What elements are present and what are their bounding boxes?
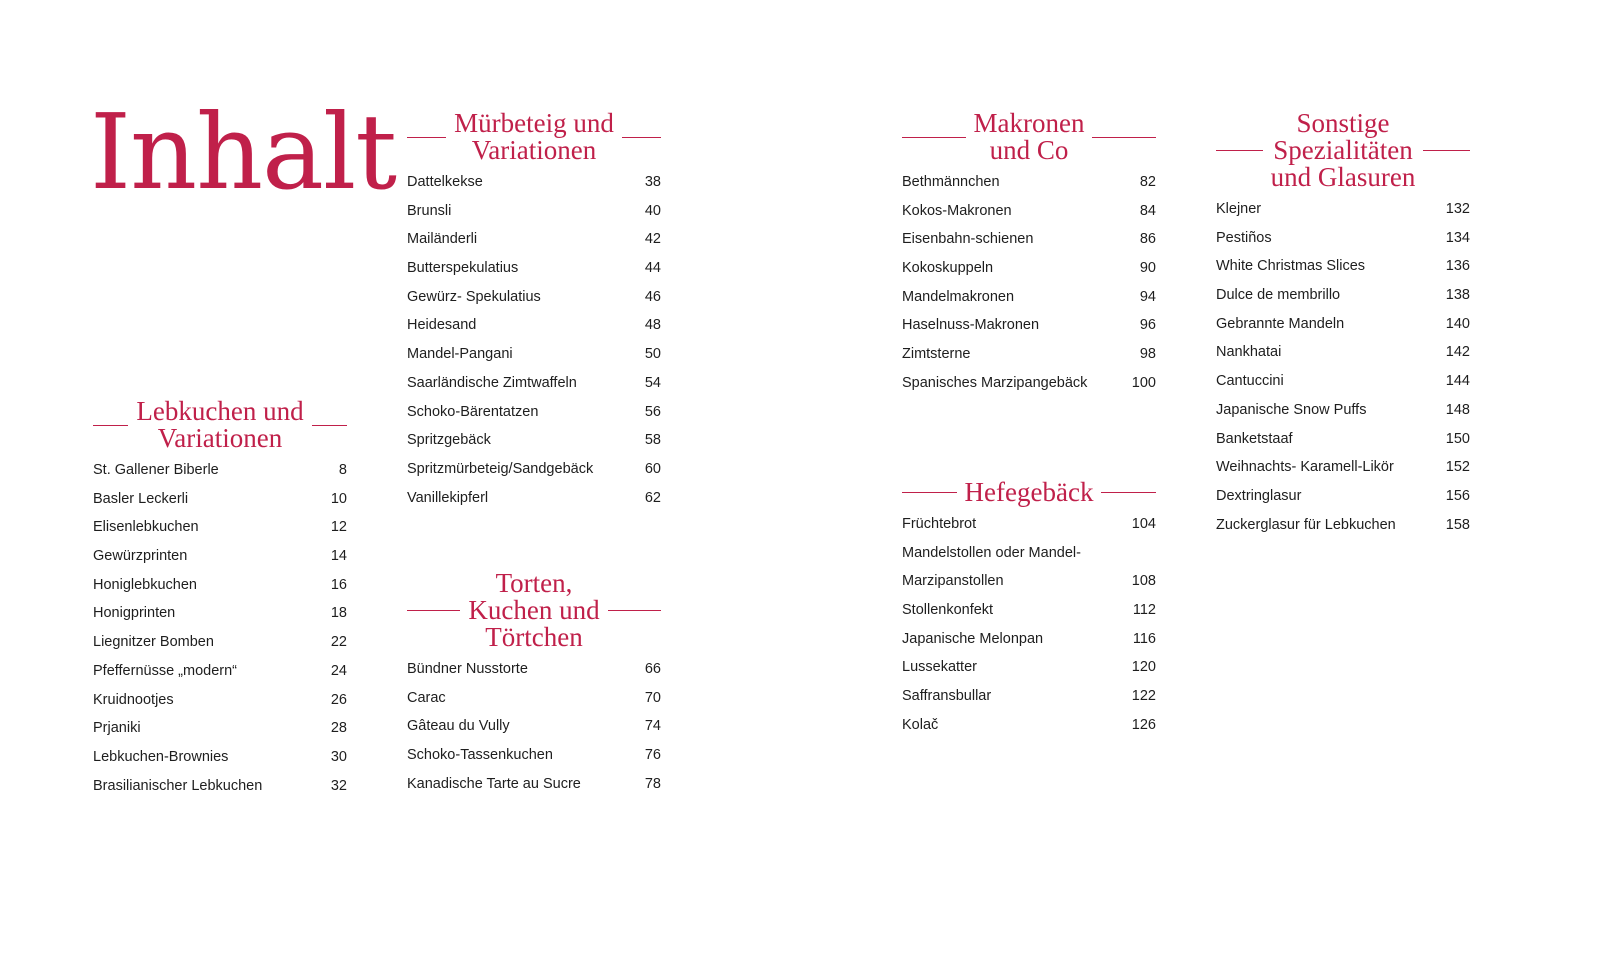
toc-entry (407, 690, 661, 719)
entry-title: Klejner (1216, 201, 1262, 217)
toc-entry (902, 545, 1156, 574)
entry-title: Cantuccini (1216, 373, 1284, 390)
entry-page-number: 14 (330, 548, 347, 565)
entry-page-number: 30 (330, 748, 347, 765)
section-heading: Sonstige Spezialitäten und Glasuren (1270, 108, 1416, 192)
entry-page-number: 138 (1445, 287, 1470, 304)
section-heading: Mürbeteig und Variationen (454, 108, 614, 165)
heading-rule (1423, 150, 1470, 151)
toc-entry (93, 692, 347, 721)
toc-entry (93, 462, 347, 491)
toc-entry (902, 659, 1156, 688)
entry-page-number: 100 (1131, 374, 1156, 391)
entry-page-number: 152 (1445, 459, 1470, 476)
entry-list (407, 174, 661, 518)
entry-page-number: 12 (330, 519, 347, 536)
section-torten (407, 570, 661, 804)
toc-entry (93, 519, 347, 548)
toc-entry (407, 747, 661, 776)
toc-entry (1216, 373, 1470, 402)
entry-page-number: 82 (1139, 174, 1156, 190)
entry-page-number: 94 (1139, 288, 1156, 305)
entry-page-number: 150 (1445, 430, 1470, 447)
entry-title: Elisenlebkuchen (93, 519, 199, 536)
heading-rule (1216, 150, 1263, 151)
toc-entry (407, 718, 661, 747)
toc-entry (902, 289, 1156, 318)
entry-page-number: 126 (1131, 716, 1156, 733)
toc-entry (93, 720, 347, 749)
section-lebkuchen (93, 398, 347, 806)
toc-entry (1216, 517, 1470, 546)
heading-rule (1101, 492, 1156, 493)
toc-entry (407, 231, 661, 260)
toc-entry (407, 289, 661, 318)
entry-page-number: 38 (644, 174, 661, 190)
entry-title: Vanillekipferl (407, 489, 489, 506)
toc-entry (93, 577, 347, 606)
entry-title: Kokos-Makronen (902, 202, 1012, 219)
entry-title: Spritzgebäck (407, 432, 491, 449)
section-heading-row (93, 398, 347, 452)
toc-entry (1216, 258, 1470, 287)
entry-page-number: 78 (644, 775, 661, 792)
entry-page-number: 104 (1131, 516, 1156, 532)
section-heading-row (407, 110, 661, 164)
toc-entry (902, 174, 1156, 203)
section-heading: Hefegebäck (964, 477, 1094, 507)
toc-entry (93, 548, 347, 577)
toc-entry (407, 661, 661, 690)
toc-entry (93, 491, 347, 520)
toc-entry (407, 461, 661, 490)
entry-title: Weihnachts- Karamell-Likör (1216, 459, 1394, 476)
toc-entry (93, 778, 347, 807)
entry-title: St. Gallener Biberle (93, 462, 219, 478)
entry-title: Basler Leckerli (93, 490, 189, 507)
toc-entry (902, 260, 1156, 289)
toc-entry (1216, 431, 1470, 460)
page-title: Inhalt (90, 91, 397, 213)
entry-title: Dulce de membrillo (1216, 287, 1341, 304)
toc-entry (1216, 402, 1470, 431)
entry-title: Gewürzprinten (93, 548, 188, 565)
entry-page-number: 32 (330, 777, 347, 794)
section-sonstige (1216, 110, 1470, 545)
toc-entry (902, 203, 1156, 232)
entry-page-number: 18 (330, 605, 347, 622)
entry-list (902, 516, 1156, 746)
entry-page-number: 98 (1139, 346, 1156, 363)
entry-title: Brasilianischer Lebkuchen (93, 777, 263, 794)
entry-title: Pestiños (1216, 229, 1272, 246)
entry-title: Eisenbahn-schienen (902, 231, 1034, 248)
entry-title: Stollenkonfekt (902, 602, 994, 619)
toc-entry (407, 776, 661, 805)
heading-rule (93, 425, 128, 426)
entry-page-number: 90 (1139, 260, 1156, 277)
entry-list (1216, 201, 1470, 545)
toc-entry (902, 375, 1156, 404)
entry-page-number: 158 (1445, 516, 1470, 533)
toc-entry (407, 375, 661, 404)
entry-list (93, 462, 347, 806)
toc-entry (407, 260, 661, 289)
entry-title: Spanisches Marzipangebäck (902, 374, 1088, 391)
entry-title: Lebkuchen-Brownies (93, 748, 229, 765)
heading-rule (407, 137, 446, 138)
entry-title: Mailänderli (407, 231, 478, 248)
heading-rule (902, 492, 957, 493)
section-heading-row (407, 570, 661, 651)
entry-page-number: 136 (1445, 258, 1470, 275)
entry-page-number: 108 (1131, 573, 1156, 590)
heading-rule (312, 425, 347, 426)
entry-title: Früchtebrot (902, 516, 977, 532)
entry-page-number: 54 (644, 374, 661, 391)
section-hefegebaeck (902, 479, 1156, 746)
toc-entry (1216, 488, 1470, 517)
entry-page-number: 132 (1445, 201, 1470, 217)
toc-entry (1216, 459, 1470, 488)
entry-page-number: 96 (1139, 317, 1156, 334)
section-muerbeteig (407, 110, 661, 518)
entry-title: Japanische Melonpan (902, 630, 1044, 647)
section-heading-row (902, 479, 1156, 506)
toc-entry (93, 605, 347, 634)
toc-entry (1216, 230, 1470, 259)
entry-page-number: 60 (644, 460, 661, 477)
toc-entry (902, 346, 1156, 375)
entry-page-number: 84 (1139, 202, 1156, 219)
entry-title: Liegnitzer Bomben (93, 634, 214, 651)
entry-page-number: 156 (1445, 487, 1470, 504)
entry-title: Kolač (902, 716, 939, 733)
heading-rule (1092, 137, 1156, 138)
entry-title: Schoko-Bärentatzen (407, 403, 539, 420)
heading-rule (407, 610, 460, 611)
toc-entry (93, 663, 347, 692)
toc-entry (902, 631, 1156, 660)
entry-title: Brunsli (407, 202, 452, 219)
entry-page-number: 16 (330, 576, 347, 593)
entry-title: Saffransbullar (902, 688, 992, 705)
entry-title: Gewürz- Spekulatius (407, 288, 541, 305)
entry-page-number: 24 (330, 662, 347, 679)
toc-entry (407, 203, 661, 232)
entry-title: Saarländische Zimtwaffeln (407, 374, 577, 391)
toc-entry (1216, 344, 1470, 373)
section-heading-row (902, 110, 1156, 164)
toc-entry (902, 573, 1156, 602)
heading-rule (622, 137, 661, 138)
entry-page-number: 122 (1131, 688, 1156, 705)
entry-title: Gâteau du Vully (407, 718, 510, 735)
toc-entry (902, 602, 1156, 631)
entry-page-number: 10 (330, 490, 347, 507)
entry-page-number: 56 (644, 403, 661, 420)
section-heading: Makronen und Co (973, 108, 1085, 165)
entry-title: Kanadische Tarte au Sucre (407, 775, 581, 792)
heading-rule (902, 137, 966, 138)
entry-page-number: 58 (644, 432, 661, 449)
toc-entry (407, 432, 661, 461)
entry-title: Nankhatai (1216, 344, 1282, 361)
entry-page-number: 40 (644, 202, 661, 219)
toc-entry (1216, 316, 1470, 345)
entry-title: Zuckerglasur für Lebkuchen (1216, 516, 1396, 533)
toc-entry (407, 317, 661, 346)
toc-entry (902, 688, 1156, 717)
entry-page-number: 76 (644, 747, 661, 764)
toc-entry (902, 516, 1156, 545)
toc-entry (1216, 201, 1470, 230)
entry-title: Kruidnootjes (93, 691, 174, 708)
section-heading-row (1216, 110, 1470, 191)
entry-title: White Christmas Slices (1216, 258, 1366, 275)
entry-title: Haselnuss-Makronen (902, 317, 1040, 334)
entry-title: Mandelstollen oder Mandel- (902, 544, 1081, 561)
entry-title: Banketstaaf (1216, 430, 1293, 447)
entry-title: Dextringlasur (1216, 487, 1302, 504)
entry-title: Bethmännchen (902, 174, 1000, 190)
entry-page-number: 140 (1445, 315, 1470, 332)
entry-page-number: 120 (1131, 659, 1156, 676)
entry-page-number: 148 (1445, 401, 1470, 418)
entry-page-number: 86 (1139, 231, 1156, 248)
entry-page-number: 42 (644, 231, 661, 248)
entry-page-number: 8 (338, 462, 347, 478)
entry-list (407, 661, 661, 804)
toc-entry (407, 404, 661, 433)
entry-page-number: 26 (330, 691, 347, 708)
entry-page-number: 28 (330, 720, 347, 737)
entry-page-number: 44 (644, 260, 661, 277)
toc-entry (407, 490, 661, 519)
toc-entry (93, 749, 347, 778)
entry-title: Spritzmürbeteig/Sandgebäck (407, 460, 594, 477)
toc-entry (407, 174, 661, 203)
entry-title: Schoko-Tassenkuchen (407, 747, 553, 764)
entry-title: Pfeffernüsse „modern“ (93, 662, 237, 679)
entry-page-number: 116 (1132, 630, 1156, 647)
entry-title: Honigprinten (93, 605, 176, 622)
entry-page-number: 62 (644, 489, 661, 506)
entry-list (902, 174, 1156, 404)
toc-entry (407, 346, 661, 375)
entry-title: Heidesand (407, 317, 477, 334)
entry-title: Carac (407, 689, 446, 706)
entry-title: Zimtsterne (902, 346, 971, 363)
entry-page-number: 74 (644, 718, 661, 735)
entry-title: Butterspekulatius (407, 260, 519, 277)
entry-title: Japanische Snow Puffs (1216, 401, 1367, 418)
entry-title: Honiglebkuchen (93, 576, 197, 593)
entry-page-number: 46 (644, 288, 661, 305)
entry-page-number: 142 (1445, 344, 1470, 361)
section-makronen (902, 110, 1156, 404)
toc-entry (902, 717, 1156, 746)
entry-page-number: 48 (644, 317, 661, 334)
entry-title: Marzipanstollen (902, 573, 1004, 590)
entry-page-number: 70 (644, 689, 661, 706)
section-heading: Lebkuchen und Variationen (136, 396, 304, 453)
entry-title: Mandel-Pangani (407, 346, 513, 363)
entry-page-number: 134 (1445, 229, 1470, 246)
toc-entry (902, 231, 1156, 260)
toc-entry (93, 634, 347, 663)
heading-rule (608, 610, 661, 611)
entry-title: Lussekatter (902, 659, 977, 676)
entry-title: Mandelmakronen (902, 288, 1015, 305)
entry-page-number: 144 (1445, 373, 1470, 390)
entry-page-number: 112 (1132, 602, 1156, 619)
entry-page-number: 66 (644, 661, 661, 677)
entry-title: Kokoskuppeln (902, 260, 994, 277)
toc-entry (1216, 287, 1470, 316)
entry-title: Bündner Nusstorte (407, 661, 528, 677)
entry-page-number: 50 (644, 346, 661, 363)
entry-page-number: 22 (330, 634, 347, 651)
section-heading: Torten, Kuchen und Törtchen (468, 568, 600, 652)
toc-entry (902, 317, 1156, 346)
entry-title: Prjaniki (93, 720, 141, 737)
entry-title: Dattelkekse (407, 174, 483, 190)
entry-title: Gebrannte Mandeln (1216, 315, 1345, 332)
